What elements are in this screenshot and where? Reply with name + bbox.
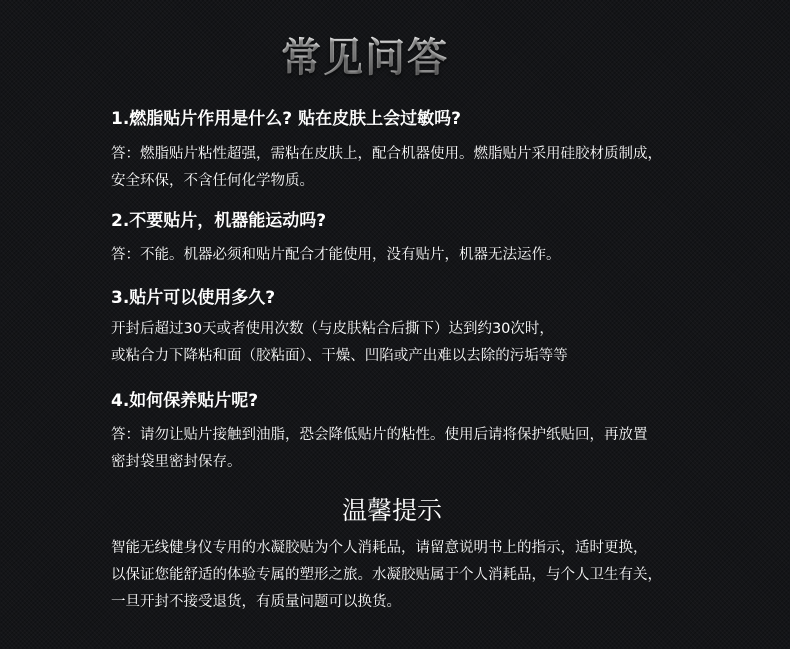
faq-question-4: 4.如何保养贴片呢? [111, 391, 259, 411]
faq-answer-3-line-1: 开封后超过30天或者使用次数（与皮肤粘合后撕下）达到约30次时， [111, 321, 554, 337]
faq-answer-4-line-1: 答：请勿让贴片接触到油脂，恐会降低贴片的粘性。使用后请将保护纸贴回，再放置 [111, 427, 648, 443]
faq-answer-3 [111, 316, 711, 370]
faq-answer-1-line-1: 答：燃脂贴片粘性超强，需粘在皮肤上，配合机器使用。燃脂贴片采用硅胶材质制成， [111, 146, 662, 162]
tips-body [111, 535, 731, 616]
faq-answer-2-line-1: 答：不能。机器必须和贴片配合才能使用，没有贴片，机器无法运作。 [111, 247, 561, 263]
faq-question-2: 2.不要贴片，机器能运动吗? [111, 211, 327, 231]
page-title: 常见问答 [0, 30, 730, 86]
faq-answer-1 [111, 141, 711, 195]
tips-title: 温馨提示 [341, 496, 442, 525]
faq-answer-3-line-2: 或粘合力下降粘和面（胶粘面）、干燥、凹陷或产出难以去除的污垢等等 [111, 348, 568, 364]
faq-answer-4 [111, 422, 711, 476]
faq-answer-4-line-2: 密封袋里密封保存。 [111, 454, 242, 470]
faq-question-3: 3.贴片可以使用多久? [111, 288, 276, 308]
tips-line-3: 一旦开封不接受退货，有质量问题可以换货。 [111, 594, 401, 610]
faq-question-1: 1.燃脂贴片作用是什么? 贴在皮肤上会过敏吗? [111, 109, 461, 129]
tips-line-2: 以保证您能舒适的体验专属的塑形之旅。水凝胶贴属于个人消耗品，与个人卫生有关， [111, 567, 662, 583]
tips-line-1: 智能无线健身仪专用的水凝胶贴为个人消耗品，请留意说明书上的指示，适时更换， [111, 540, 648, 556]
faq-answer-1-line-2: 安全环保，不含任何化学物质。 [111, 173, 314, 189]
faq-answer-2 [111, 242, 711, 269]
